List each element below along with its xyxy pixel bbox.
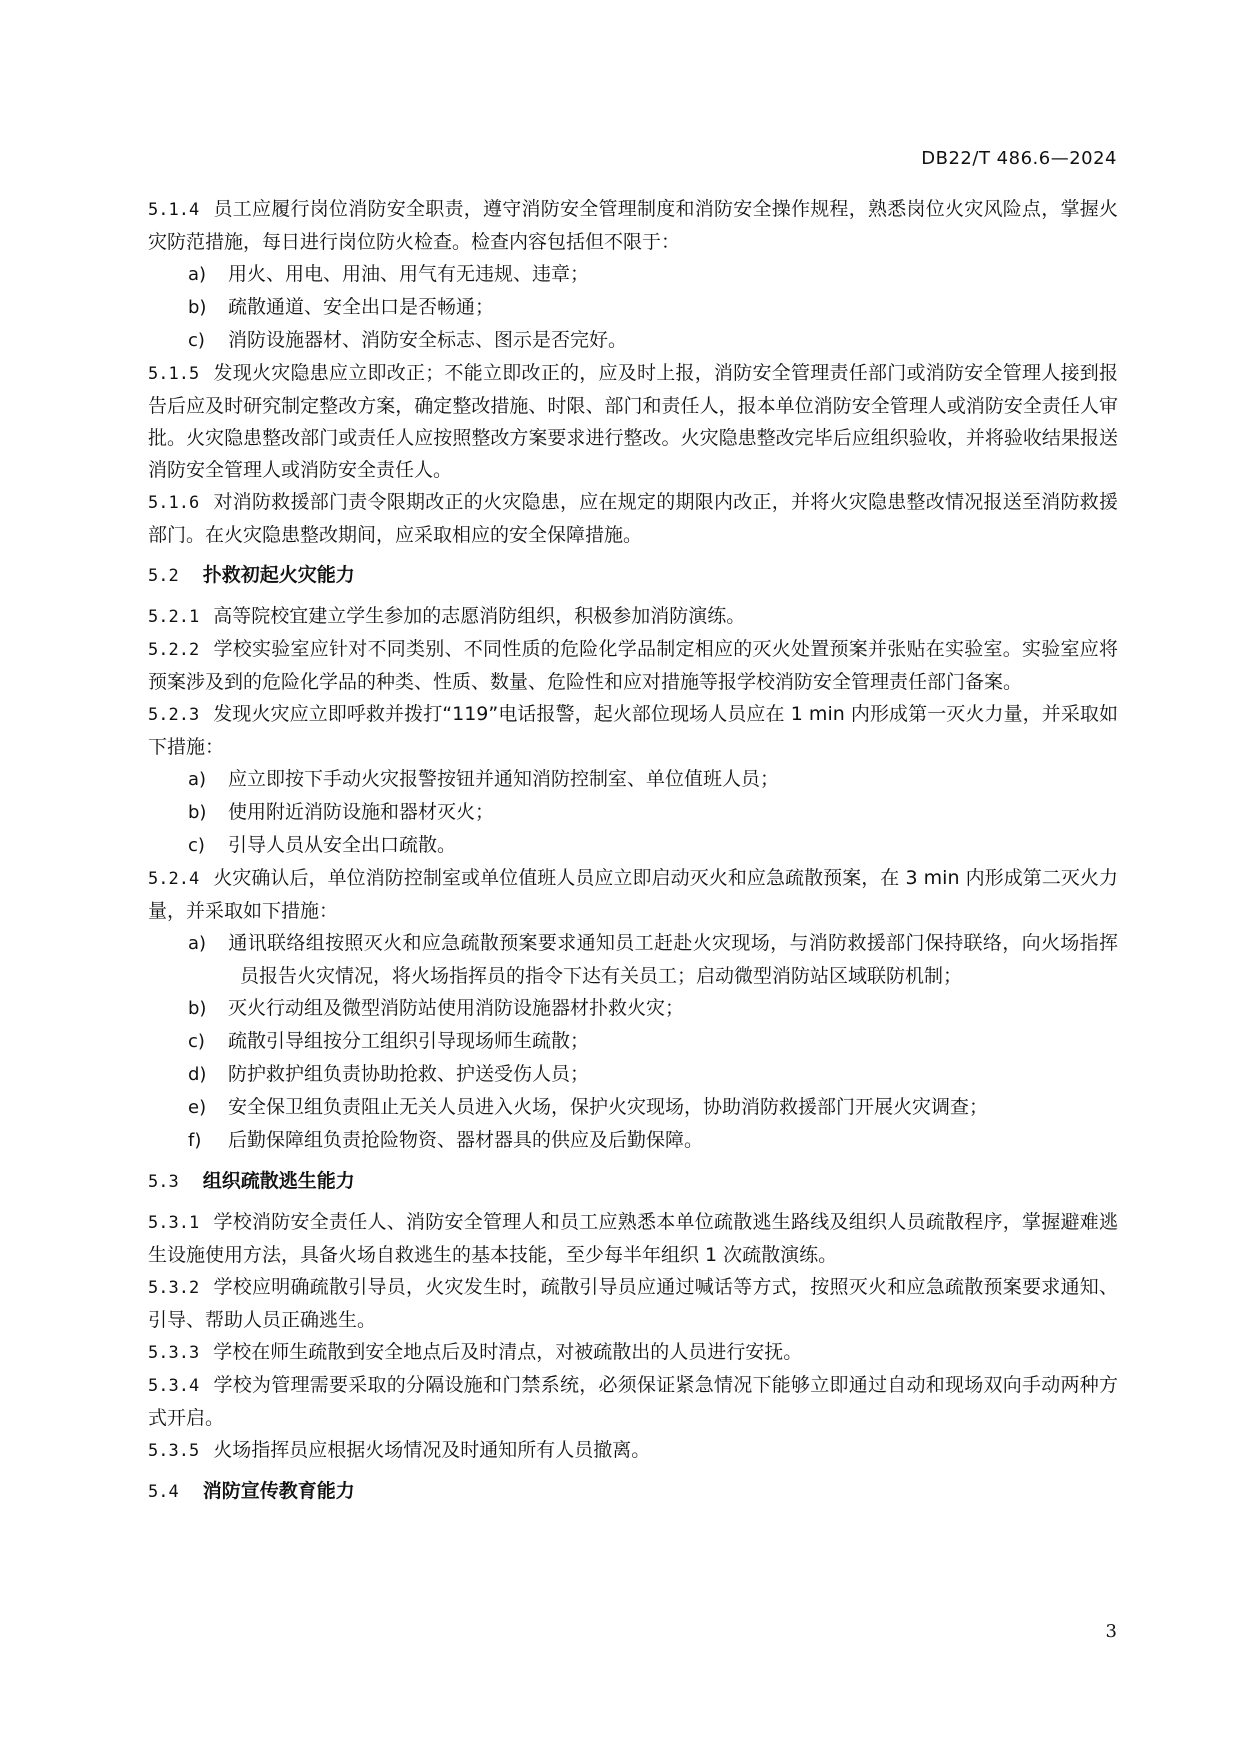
list-item-text: 防护救护组负责协助抢救、护送受伤人员；: [228, 1063, 590, 1085]
list-item: [148, 1124, 1118, 1157]
clause-paragraph: [148, 193, 1118, 258]
clause-number: 5.3.5: [148, 1441, 200, 1461]
list-item-label: b): [188, 802, 207, 823]
list-item: [148, 324, 1118, 357]
clause-number: 5.3.4: [148, 1376, 200, 1396]
clause-paragraph: [148, 1369, 1118, 1434]
clause-paragraph: [148, 357, 1118, 486]
clause-number: 5.2.3: [148, 705, 200, 725]
clause-number: 5.3.1: [148, 1213, 200, 1233]
clause-number: 5.1.5: [148, 364, 200, 384]
list-item-text: 引导人员从安全出口疏散。: [228, 834, 457, 856]
clause-paragraph: [148, 862, 1118, 927]
clause-paragraph: [148, 698, 1118, 763]
clause-text: 学校消防安全责任人、消防安全管理人和员工应熟悉本单位疏散逃生路线及组织人员疏散程序，掌握避难逃生设施使用方法，具备火场自救逃生的基本技能，至少每半年组织 1 次疏散演练。: [148, 1211, 1118, 1266]
list-item-label: a): [188, 769, 207, 790]
clause-paragraph: [148, 600, 1118, 633]
clause-text: 火灾确认后，单位消防控制室或单位值班人员应立即启动灭火和应急疏散预案，在 3 min 内形成第二灭火力量，并采取如下措施：: [148, 867, 1118, 922]
clause-number: 5.3.3: [148, 1343, 200, 1363]
clause-paragraph: [148, 486, 1118, 551]
list-item: [148, 829, 1118, 862]
list-item-text: 灭火行动组及微型消防站使用消防设施器材扑救火灾；: [228, 997, 685, 1019]
list-item-text: 应立即按下手动火灾报警按钮并通知消防控制室、单位值班人员；: [228, 768, 780, 790]
list-item: [148, 258, 1118, 291]
document-body: [148, 193, 1118, 1516]
list-item: [148, 796, 1118, 829]
section-title: 扑救初起火灾能力: [202, 564, 355, 586]
clause-number: 5.2.4: [148, 869, 200, 889]
section-number: 5.4: [148, 1482, 179, 1502]
list-item-label: e): [188, 1097, 207, 1118]
clause-number: 5.2.1: [148, 607, 200, 627]
clause-paragraph: [148, 1336, 1118, 1369]
list-item-label: c): [188, 330, 205, 351]
list-item: [148, 763, 1118, 796]
list-item-text: 消防设施器材、消防安全标志、图示是否完好。: [228, 329, 628, 351]
list-item: [148, 1091, 1118, 1124]
clause-paragraph: [148, 1206, 1118, 1271]
clause-text: 学校应明确疏散引导员，火灾发生时，疏散引导员应通过喊话等方式，按照灭火和应急疏散预案要求通知、引导、帮助人员正确逃生。: [148, 1276, 1118, 1331]
list-item-text: 疏散引导组按分工组织引导现场师生疏散；: [228, 1030, 590, 1052]
list-item: [148, 1058, 1118, 1091]
list-item-text: 通讯联络组按照灭火和应急疏散预案要求通知员工赶赴火灾现场，与消防救援部门保持联络，向火场指挥员报告火灾情况，将火场指挥员的指令下达有关员工；启动微型消防站区域联防机制；: [228, 932, 1118, 987]
list-item: [148, 1025, 1118, 1058]
clause-text: 学校为管理需要采取的分隔设施和门禁系统，必须保证紧急情况下能够立即通过自动和现场双向手动两种方式开启。: [148, 1374, 1118, 1429]
list-item-label: b): [188, 297, 207, 318]
clause-text: 发现火灾隐患应立即改正；不能立即改正的，应及时上报，消防安全管理责任部门或消防安全管理人接到报告后应及时研究制定整改方案，确定整改措施、时限、部门和责任人，报本单位消防安全管理人或消防安全责任人审批。火灾隐患整改部门或责任人应按照整改方案要求进行整改。火灾隐患整改完毕后应组织验收，并将验收结果报送消防安全管理人或消防安全责任人。: [148, 362, 1118, 481]
list-item-text: 用火、用电、用油、用气有无违规、违章；: [228, 263, 590, 285]
list-item-label: b): [188, 998, 207, 1019]
list-item-label: d): [188, 1064, 207, 1085]
document-code: DB22/T 486.6—2024: [921, 148, 1117, 169]
clause-paragraph: [148, 1271, 1118, 1336]
clause-text: 学校实验室应针对不同类别、不同性质的危险化学品制定相应的灭火处置预案并张贴在实验室。实验室应将预案涉及到的危险化学品的种类、性质、数量、危险性和应对措施等报学校消防安全管理责任部门备案。: [148, 638, 1118, 693]
clause-text: 火场指挥员应根据火场情况及时通知所有人员撤离。: [213, 1439, 651, 1461]
clause-number: 5.2.2: [148, 640, 200, 660]
list-item-label: c): [188, 835, 205, 856]
list-item: [148, 992, 1118, 1025]
list-item: [148, 927, 1118, 992]
clause-text: 学校在师生疏散到安全地点后及时清点，对被疏散出的人员进行安抚。: [213, 1341, 803, 1363]
clause-paragraph: [148, 1434, 1118, 1467]
section-heading: [148, 1165, 1118, 1198]
clause-paragraph: [148, 633, 1118, 698]
page-number: 3: [1105, 1621, 1117, 1642]
list-item-label: c): [188, 1031, 205, 1052]
clause-text: 发现火灾应立即呼救并拨打“119”电话报警，起火部位现场人员应在 1 min 内形成第一灭火力量，并采取如下措施：: [148, 703, 1118, 758]
clause-number: 5.3.2: [148, 1278, 200, 1298]
list-item-label: a): [188, 933, 207, 954]
section-title: 组织疏散逃生能力: [202, 1170, 355, 1192]
clause-text: 对消防救援部门责令限期改正的火灾隐患，应在规定的期限内改正，并将火灾隐患整改情况报送至消防救援部门。在火灾隐患整改期间，应采取相应的安全保障措施。: [148, 491, 1118, 546]
clause-number: 5.1.6: [148, 493, 200, 513]
clause-text: 高等院校宜建立学生参加的志愿消防组织，积极参加消防演练。: [213, 605, 746, 627]
section-heading: [148, 559, 1118, 592]
section-number: 5.3: [148, 1172, 179, 1192]
list-item-text: 后勤保障组负责抢险物资、器材器具的供应及后勤保障。: [228, 1129, 704, 1151]
list-item: [148, 291, 1118, 324]
section-title: 消防宣传教育能力: [202, 1480, 355, 1502]
clause-number: 5.1.4: [148, 200, 200, 220]
list-item-text: 疏散通道、安全出口是否畅通；: [228, 296, 495, 318]
list-item-label: f): [188, 1130, 202, 1151]
list-item-label: a): [188, 264, 207, 285]
section-number: 5.2: [148, 566, 179, 586]
clause-text: 员工应履行岗位消防安全职责，遵守消防安全管理制度和消防安全操作规程，熟悉岗位火灾风险点，掌握火灾防范措施，每日进行岗位防火检查。检查内容包括但不限于：: [148, 198, 1118, 253]
section-heading: [148, 1475, 1118, 1508]
list-item-text: 安全保卫组负责阻止无关人员进入火场，保护火灾现场，协助消防救援部门开展火灾调查；: [228, 1096, 989, 1118]
list-item-text: 使用附近消防设施和器材灭火；: [228, 801, 495, 823]
